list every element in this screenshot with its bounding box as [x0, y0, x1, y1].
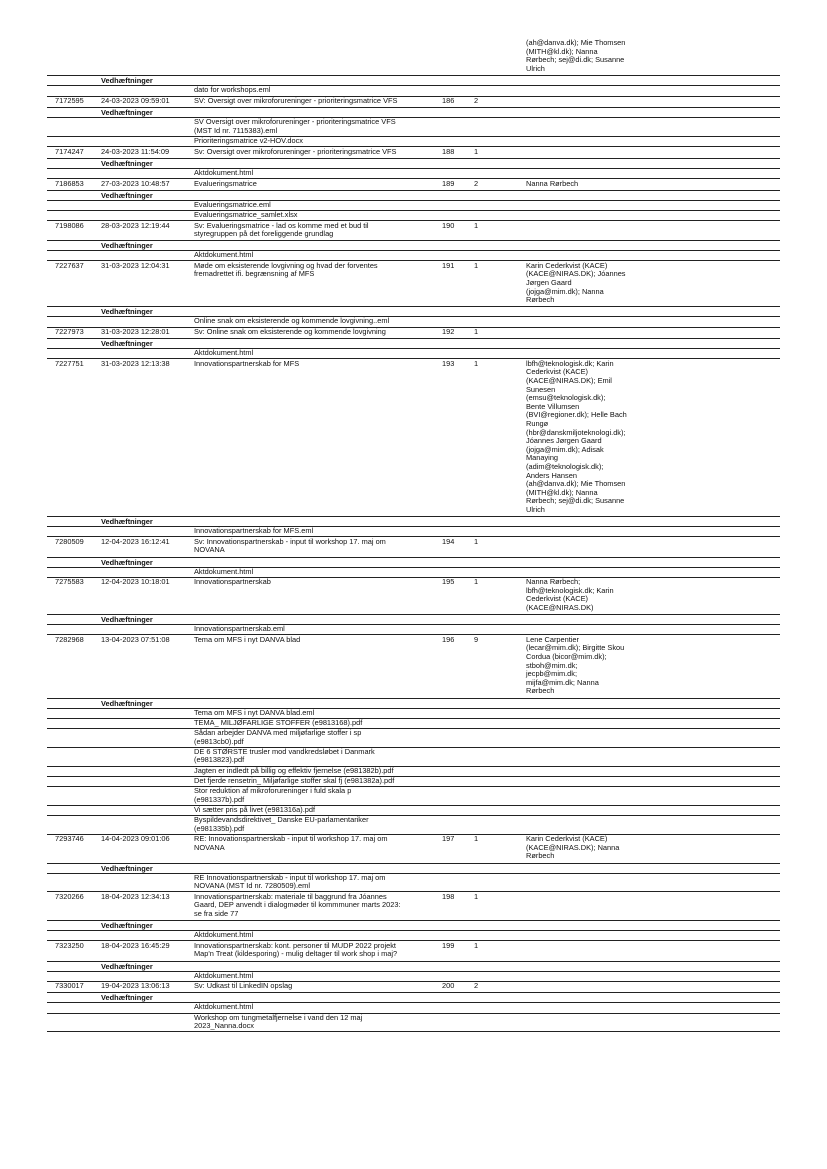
entry-id: 7172595	[55, 96, 84, 106]
entry-doc-number: 191	[442, 260, 455, 270]
attachment-name: Aktdokument.html	[194, 1002, 254, 1012]
entry-date: 28-03-2023 12:19:44	[101, 220, 170, 230]
attachments-label: Vedhæftninger	[101, 993, 153, 1003]
entry-title: RE: Innovationspartnerskab - input til workshop 17. maj om NOVANA	[194, 834, 388, 852]
row-divider	[47, 75, 780, 76]
attachments-label: Vedhæftninger	[101, 921, 153, 931]
entry-title: Tema om MFS i nyt DANVA blad	[194, 634, 301, 644]
row-divider	[47, 136, 780, 137]
row-divider	[47, 1002, 780, 1003]
row-divider	[47, 961, 780, 962]
entry-id: 7323250	[55, 940, 84, 950]
row-divider	[47, 747, 780, 748]
attachments-label: Vedhæftninger	[101, 961, 153, 971]
entry-date: 18-04-2023 16:45:29	[101, 940, 170, 950]
entry-id: 7330017	[55, 981, 84, 991]
row-divider	[47, 624, 780, 625]
entry-doc-number: 198	[442, 891, 455, 901]
attachment-name: Sådan arbejder DANVA med miljøfarlige stoffer i sp (e9813cb0).pdf	[194, 728, 362, 746]
attachment-name: Workshop om tungmetalfjernelse i vand den 12 maj 2023_Nanna.docx	[194, 1012, 363, 1031]
entry-doc-number: 189	[442, 178, 455, 188]
row-divider	[47, 718, 780, 719]
entry-date: 18-04-2023 12:34:13	[101, 891, 170, 901]
entry-doc-number: 190	[442, 220, 455, 230]
row-divider	[47, 614, 780, 615]
entry-date: 24-03-2023 11:54:09	[101, 146, 170, 156]
row-divider	[47, 316, 780, 317]
recipient-list: Nanna Rørbech	[526, 178, 579, 188]
entry-title: SV: Oversigt over mikroforureninger - prioriteringsmatrice VFS	[194, 96, 398, 106]
attachments-label: Vedhæftninger	[101, 517, 153, 527]
attachment-name: Stor reduktion af mikroforureninger i fuld skala p (e981337b).pdf	[194, 786, 352, 804]
row-divider	[47, 863, 780, 864]
row-divider	[47, 728, 780, 729]
attachment-name: SV Oversigt over mikroforureninger - prioriteringsmatrice VFS (MST Id nr. 7115383).eml	[194, 117, 396, 135]
recipient-list: (ah@danva.dk); Mie Thomsen (MITH@kl.dk); Nanna Rørbech; sej@di.dk; Susanne Ulrich	[526, 38, 626, 73]
row-divider	[47, 250, 780, 251]
row-divider	[47, 107, 780, 108]
attachments-label: Vedhæftninger	[101, 615, 153, 625]
entry-date: 31-03-2023 12:28:01	[101, 327, 170, 337]
entry-count: 1	[474, 834, 479, 844]
recipient-list: lbfh@teknologisk.dk; Karin Cederkvist (KACE) (KACE@NIRAS.DK); Emil Sunesen (emsu@teknologisk.dk); Bente Villumsen (BVI@regioner.dk); Helle Bach Rungø (hbr@danskmiljoteknologi.dk); Jóannes Jørgen Gaard (jojga@mim.dk); Adisak Manaying (adim@teknologisk.dk); Anders Hansen (ah@danva.dk); Mie Thomsen (MITH@kl.dk); Nanna Rørbech; sej@di.dk; Susanne Ulrich	[526, 358, 627, 514]
attachment-name: Jagten er indledt på billig og effektiv fjernelse (e981382b).pdf	[194, 765, 394, 775]
entry-id: 7280509	[55, 536, 84, 546]
entry-id: 7227973	[55, 327, 84, 337]
row-divider	[47, 805, 780, 806]
entry-doc-number: 188	[442, 146, 455, 156]
attachments-label: Vedhæftninger	[101, 863, 153, 873]
row-divider	[47, 920, 780, 921]
entry-id: 7320266	[55, 891, 84, 901]
entry-title: Sv: Innovationspartnerskab - input til workshop 17. maj om NOVANA	[194, 536, 386, 555]
recipient-list: Karin Cederkvist (KACE) (KACE@NIRAS.DK); Jóannes Jørgen Gaard (jojga@mim.dk); Nanna Rørbech	[526, 260, 626, 305]
entry-doc-number: 193	[442, 358, 455, 368]
entry-id: 7227751	[55, 358, 84, 368]
recipient-list: Karin Cederkvist (KACE) (KACE@NIRAS.DK); Nanna Rørbech	[526, 834, 620, 861]
entry-date: 12-04-2023 10:18:01	[101, 577, 170, 587]
entry-title: Sv: Online snak om eksisterende og kommende lovgivning	[194, 327, 386, 337]
row-divider	[47, 786, 780, 787]
row-divider	[47, 168, 780, 169]
attachments-label: Vedhæftninger	[101, 190, 153, 200]
attachment-name: Byspildevandsdirektivet_ Danske EU-parlamentariker (e981335b).pdf	[194, 815, 369, 833]
entry-count: 1	[474, 940, 479, 950]
entry-count: 1	[474, 327, 479, 337]
entry-date: 12-04-2023 16:12:41	[101, 536, 170, 546]
entry-doc-number: 200	[442, 981, 455, 991]
attachments-label: Vedhæftninger	[101, 557, 153, 567]
entry-count: 2	[474, 178, 479, 188]
entry-id: 7227637	[55, 260, 84, 270]
row-divider	[47, 567, 780, 568]
entry-count: 2	[474, 96, 479, 106]
attachment-name: Vi sætter pris på livet (e981316a).pdf	[194, 804, 316, 814]
row-divider	[47, 1013, 780, 1014]
entry-date: 31-03-2023 12:04:31	[101, 260, 170, 270]
attachment-name: Prioriteringsmatrice v2-HOV.docx	[194, 136, 303, 145]
attachment-name: DE 6 STØRSTE trusler mod vandkredsløbet i Danmark (e9813823).pdf	[194, 746, 375, 765]
attachments-label: Vedhæftninger	[101, 307, 153, 317]
row-divider	[47, 117, 780, 118]
entry-count: 1	[474, 891, 479, 901]
row-divider	[47, 971, 780, 972]
entry-title: Sv: Evalueringsmatrice - lad os komme med et bud til styregruppen på det foreliggende grundlag	[194, 220, 369, 239]
entry-title: Innovationspartnerskab	[194, 577, 271, 587]
entry-count: 1	[474, 220, 479, 230]
row-divider	[47, 526, 780, 527]
recipient-list: Lene Carpentier (lecar@mim.dk); Birgitte Skou Cordua (bicor@mim.dk); stboh@mim.dk; jecpb@mim.dk; mijfa@mim.dk; Nanna Rørbech	[526, 634, 625, 696]
entry-doc-number: 192	[442, 327, 455, 337]
row-divider	[47, 210, 780, 211]
attachment-name: Evalueringsmatrice_samlet.xlsx	[194, 209, 298, 219]
row-divider	[47, 930, 780, 931]
row-divider	[47, 190, 780, 191]
attachment-name: RE Innovationspartnerskab - input til workshop 17. maj om NOVANA (MST Id nr. 7280509).eml	[194, 872, 386, 891]
attachment-name: Innovationspartnerskab.eml	[194, 624, 285, 634]
entry-date: 19-04-2023 13:06:13	[101, 981, 170, 991]
attachment-name: TEMA_ MILJØFARLIGE STOFFER (e9813168).pdf	[194, 717, 363, 727]
attachments-label: Vedhæftninger	[101, 698, 153, 708]
entry-id: 7186853	[55, 178, 84, 188]
entry-id: 7282968	[55, 634, 84, 644]
row-divider	[47, 992, 780, 993]
entry-title: Innovationspartnerskab: kont. personer til MUDP 2022 projekt Map'n Treat (kildesporing) - mulig deltager til work shop i maj?	[194, 940, 398, 959]
entry-count: 1	[474, 146, 479, 156]
attachment-name: Evalueringsmatrice.eml	[194, 199, 271, 209]
attachments-label: Vedhæftninger	[101, 108, 153, 118]
attachment-name: Aktdokument.html	[194, 167, 254, 177]
row-divider	[47, 698, 780, 699]
attachment-name: Aktdokument.html	[194, 566, 254, 576]
entry-title: Evalueringsmatrice	[194, 178, 257, 188]
entry-title: Sv: Udkast til LinkedIN opslag	[194, 981, 293, 991]
entry-count: 1	[474, 536, 479, 546]
attachment-name: Innovationspartnerskab for MFS.eml	[194, 526, 314, 536]
entry-title: Innovationspartnerskab for MFS	[194, 358, 300, 368]
row-divider	[47, 85, 780, 86]
entry-title: Møde om eksisterende lovgivning og hvad der forventes fremadrettet ifi. begrænsning af MFS	[194, 260, 378, 279]
attachments-label: Vedhæftninger	[101, 76, 153, 86]
entry-title: Sv: Oversigt over mikroforureninger - prioriteringsmatrice VFS	[194, 146, 397, 156]
attachments-label: Vedhæftninger	[101, 158, 153, 168]
entry-date: 24-03-2023 09:59:01	[101, 96, 170, 106]
row-divider	[47, 708, 780, 709]
entry-doc-number: 194	[442, 536, 455, 546]
row-divider	[47, 1031, 780, 1032]
entry-doc-number: 197	[442, 834, 455, 844]
attachment-name: Aktdokument.html	[194, 348, 254, 358]
entry-id: 7275583	[55, 577, 84, 587]
entry-date: 27-03-2023 10:48:57	[101, 178, 170, 188]
entry-title: Innovationspartnerskab: materiale til baggrund fra Jóannes Gaard, DEP anvendt i dialogmøder til kommmuner marts 2023: se fra side 77	[194, 891, 401, 919]
entry-id: 7174247	[55, 146, 84, 156]
attachments-label: Vedhæftninger	[101, 241, 153, 251]
entry-date: 14-04-2023 09:01:06	[101, 834, 170, 844]
entry-doc-number: 186	[442, 96, 455, 106]
attachment-name: Aktdokument.html	[194, 970, 254, 980]
entry-date: 31-03-2023 12:13:38	[101, 358, 170, 368]
entry-count: 1	[474, 260, 479, 270]
row-divider	[47, 306, 780, 307]
entry-date: 13-04-2023 07:51:08	[101, 634, 170, 644]
attachment-name: Online snak om eksisterende og kommende lovgivning..eml	[194, 316, 390, 326]
recipient-list: Nanna Rørbech; lbfh@teknologisk.dk; Karin Cederkvist (KACE) (KACE@NIRAS.DK)	[526, 577, 614, 613]
row-divider	[47, 557, 780, 558]
entry-count: 1	[474, 358, 479, 368]
row-divider	[47, 873, 780, 874]
row-divider	[47, 240, 780, 241]
entry-id: 7293746	[55, 834, 84, 844]
entry-id: 7198086	[55, 220, 84, 230]
row-divider	[47, 348, 780, 349]
entry-count: 1	[474, 577, 479, 587]
attachment-name: Tema om MFS i nyt DANVA blad.eml	[194, 707, 315, 717]
row-divider	[47, 158, 780, 159]
row-divider	[47, 776, 780, 777]
attachments-label: Vedhæftninger	[101, 339, 153, 349]
row-divider	[47, 200, 780, 201]
attachment-name: Aktdokument.html	[194, 930, 254, 940]
attachment-name: Det fjerde rensetrin_ Miljøfarlige stoffer skal fj (e981382a).pdf	[194, 775, 395, 785]
entry-doc-number: 199	[442, 940, 455, 950]
row-divider	[47, 766, 780, 767]
entry-doc-number: 196	[442, 634, 455, 644]
attachment-name: Aktdokument.html	[194, 250, 254, 260]
attachment-name: dato for workshops.eml	[194, 85, 271, 95]
entry-count: 9	[474, 634, 479, 644]
entry-doc-number: 195	[442, 577, 455, 587]
row-divider	[47, 516, 780, 517]
row-divider	[47, 815, 780, 816]
entry-count: 2	[474, 981, 479, 991]
row-divider	[47, 338, 780, 339]
